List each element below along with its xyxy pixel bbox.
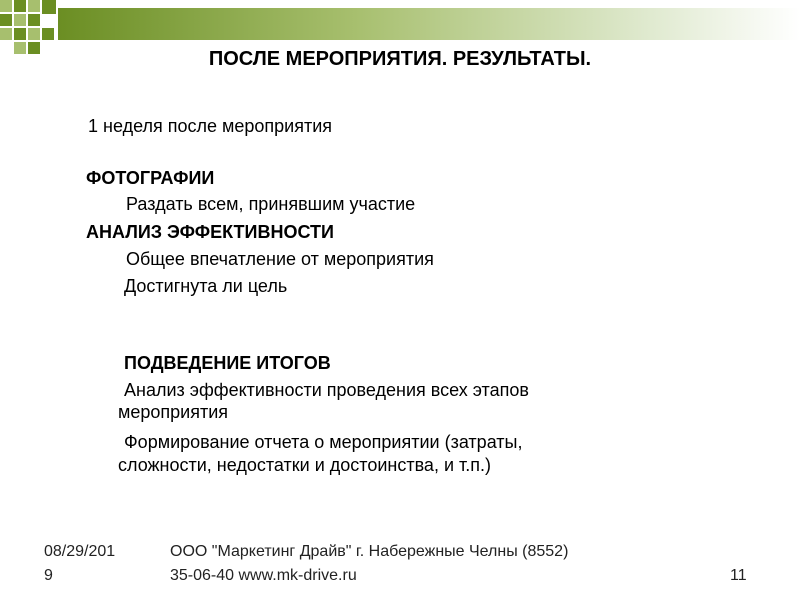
- list-item: Достигнута ли цель: [124, 276, 288, 296]
- section-heading-analysis: АНАЛИЗ ЭФФЕКТИВНОСТИ: [86, 222, 334, 242]
- footer-company: ООО "Маркетинг Драйв" г. Набережные Челны (8552) 35-06-40 www.mk-drive.ru: [170, 543, 569, 584]
- list-item: Раздать всем, принявшим участие: [126, 194, 416, 214]
- list-item: сложности, недостатки и достоинства, и т.п.): [118, 455, 491, 475]
- footer-date: 08/29/201 9: [44, 543, 116, 584]
- section-heading-summary: ПОДВЕДЕНИЕ ИТОГОВ: [124, 353, 331, 373]
- header-gradient-bar: [58, 8, 800, 40]
- page-number: 11: [730, 567, 747, 584]
- list-item: Анализ эффективности проведения всех этапов: [124, 380, 529, 400]
- slide-title: ПОСЛЕ МЕРОПРИЯТИЯ. РЕЗУЛЬТАТЫ.: [208, 48, 592, 70]
- list-item: мероприятия: [118, 402, 229, 422]
- subtitle: 1 неделя после мероприятия: [88, 116, 333, 136]
- section-heading-photos: ФОТОГРАФИИ: [86, 168, 215, 188]
- list-item: Формирование отчета о мероприятии (затраты,: [124, 432, 523, 452]
- list-item: Общее впечатление от мероприятия: [126, 249, 434, 269]
